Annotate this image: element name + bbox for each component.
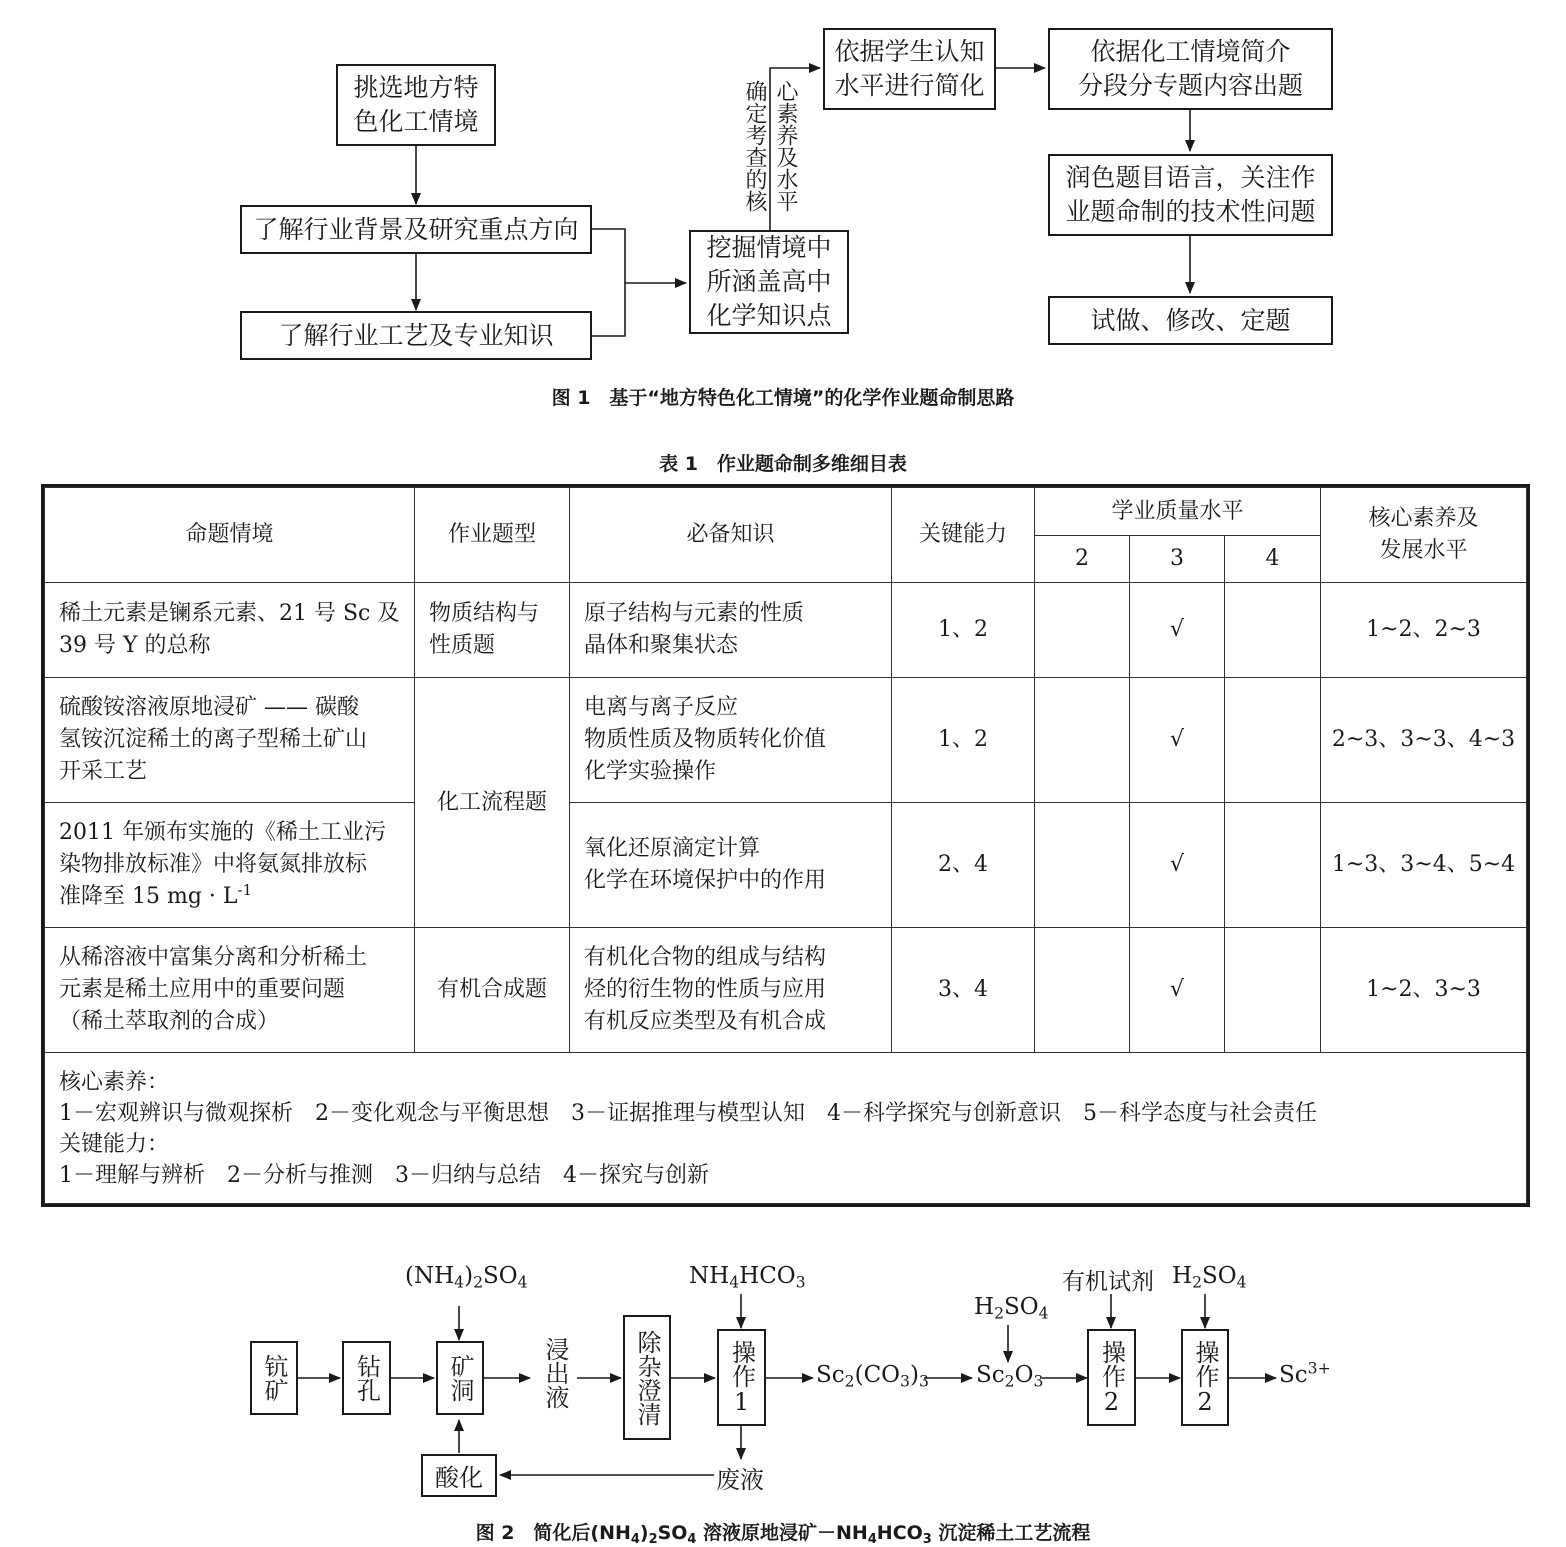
subscript: 3 [922,1531,932,1547]
cell-scenario [45,803,415,928]
header-level-4: 4 [1225,536,1321,583]
vertical-label-right: 心素养及水平 [773,80,798,212]
box-operation1 [717,1329,766,1426]
chem-sulfuric-acid-1 [974,1294,1049,1323]
box-acidify [421,1454,497,1497]
cell-level-4 [1225,928,1321,1053]
cell-level-3-check: √ [1130,678,1225,803]
cell-level-2 [1035,583,1130,678]
subscript: 2 [994,1303,1005,1323]
box-industry-background [240,205,592,254]
vertical-label-left: 确定考查的核 [742,80,767,212]
table-row [45,678,1527,803]
box-line: 依据学生认知 [834,37,985,66]
bracket-connector [592,229,625,336]
table-notes-row [45,1053,1527,1204]
superscript: -1 [237,880,253,899]
cell-line: 染物排放标准》中将氨氮排放标 [59,852,368,877]
subscript: 3 [918,1371,929,1391]
cell-question-type: 化工流程题 [415,678,570,928]
box-line: 色化工情境 [353,107,479,136]
chem-part: O [1014,1362,1034,1388]
cell-level-2 [1035,928,1130,1053]
cell-line: 物质结构与 [429,601,540,626]
chem-part: H [1172,1263,1193,1289]
chem-part: H [974,1294,995,1320]
box-text: 操作2 [1191,1339,1219,1416]
cell-line: 化学实验操作 [584,759,717,784]
header-core-literacy [1321,488,1527,583]
cell-line: 电离与离子反应 [584,695,739,720]
cell-scenario [45,583,415,678]
cell-core-literacy: 1~2、3~3 [1321,928,1527,1053]
box-text: 钪矿 [260,1354,288,1402]
cell-key-ability: 1、2 [892,583,1035,678]
chem-part: SO [483,1263,518,1289]
chem-part: (NH [405,1263,455,1289]
box-text: 试做、修改、定题 [1090,305,1291,335]
box-line: 依据化工情境简介 [1090,37,1291,66]
caption-part: ) [639,1522,649,1544]
cell-scenario [45,678,415,803]
subscript: 4 [729,1272,740,1292]
box-line: 所涵盖高中 [706,267,832,296]
box-text: 了解行业工艺及专业知识 [278,320,554,350]
chem-part: Sc [976,1362,1005,1388]
box-segment-questions [1048,28,1333,110]
box-operation2b [1181,1329,1229,1426]
cell-scenario [45,928,415,1053]
cell-core-literacy: 1~2、2~3 [1321,583,1527,678]
box-drilling [342,1341,391,1415]
header-level-3: 3 [1130,536,1225,583]
table-header-row [45,488,1527,536]
cell-line: （稀土萃取剂的合成） [59,1009,280,1034]
box-polish-language [1048,154,1333,236]
cell-level-3-check: √ [1130,928,1225,1053]
chem-part: SO [1202,1263,1237,1289]
subscript: 2 [473,1272,484,1292]
subscript: 4 [1236,1272,1247,1292]
cell-line: 39 号 Y 的总称 [59,633,211,658]
chem-part: ) [464,1263,474,1289]
subscript: 4 [454,1272,465,1292]
cell-line: 硫酸铵溶液原地浸矿 —— 碳酸 [59,695,359,720]
chem-part: (CO [854,1362,901,1388]
cell-line: 有机反应类型及有机合成 [584,1009,827,1034]
table1-caption: 表 1 作业题命制多维细目表 [659,453,907,475]
header-question-type: 作业题型 [415,488,570,583]
cell-line: 氧化还原滴定计算 [584,836,761,861]
box-text: 操作2 [1097,1339,1126,1416]
table-notes [45,1053,1527,1204]
cell-knowledge [570,678,892,803]
subscript: 2 [648,1531,658,1547]
chem-ammonium-sulfate [405,1263,528,1292]
cell-level-3-check: √ [1130,803,1225,928]
box-line: 水平进行简化 [834,71,985,100]
chem-ammonium-bicarbonate [689,1263,806,1292]
cell-line: 性质题 [429,633,496,658]
box-text: 钻孔 [352,1354,381,1402]
subscript: 3 [795,1272,806,1292]
label-organic-reagent: 有机试剂 [1062,1269,1154,1295]
cell-line: 晶体和聚集状态 [584,633,739,658]
cell-text: 准降至 15 mg · L [59,884,238,909]
chem-part: SO [1004,1294,1039,1320]
cell-key-ability: 2、4 [892,803,1035,928]
caption-part: 图 2 简化后(NH [475,1522,631,1544]
box-line: 分段分专题内容出题 [1077,71,1303,100]
caption-part: 溶液原地浸矿－NH [696,1522,868,1544]
box-line: 挑选地方特 [353,73,479,102]
cell-question-type [415,583,570,678]
chem-sulfuric-acid-2 [1172,1263,1247,1292]
cell-knowledge [570,803,892,928]
cell-line [59,881,400,913]
table-row [45,583,1527,678]
table-row [45,803,1527,928]
cell-line: 物质性质及物质转化价值 [584,727,827,752]
subscript: 4 [867,1531,877,1547]
figure1-caption: 图 1 基于“地方特色化工情境”的化学作业题命制思路 [551,387,1015,409]
header-line: 发展水平 [1379,538,1468,563]
cell-level-2 [1035,803,1130,928]
cell-level-3-check: √ [1130,583,1225,678]
box-line: 润色题目语言，关注作 [1065,163,1316,192]
subscript: 3 [1033,1371,1044,1391]
chem-part: NH [689,1263,730,1289]
chem-part: ) [909,1362,919,1388]
box-line: 化学知识点 [706,301,832,330]
box-operation2a [1087,1329,1136,1426]
cell-level-4 [1225,803,1321,928]
subscript: 4 [630,1531,640,1547]
subscript: 4 [517,1272,528,1292]
header-level-2: 2 [1035,536,1130,583]
subscript: 2 [1004,1371,1015,1391]
caption-part: SO [657,1522,688,1544]
cell-line: 稀土元素是镧系元素、21 号 Sc 及 [59,601,400,626]
box-text: 了解行业背景及研究重点方向 [253,214,579,244]
box-line: 业题命制的技术性问题 [1065,197,1316,226]
cell-core-literacy: 2~3、3~3、4~3 [1321,678,1527,803]
superscript: 3+ [1307,1358,1331,1378]
subscript: 2 [844,1371,855,1391]
box-finalize [1048,296,1333,345]
notes-ability-items: 1－理解与辨析 2－分析与推测 3－归纳与总结 4－探究与创新 [59,1163,709,1188]
label-leachate: 浸出液 [541,1337,569,1409]
cell-core-literacy: 1~3、3~4、5~4 [1321,803,1527,928]
box-industry-process [240,311,592,360]
notes-ability-title: 关键能力： [59,1132,170,1157]
box-mining [250,1341,298,1415]
cell-question-type: 有机合成题 [415,928,570,1053]
cell-level-4 [1225,678,1321,803]
notes-core-items: 1－宏观辨识与微观探析 2－变化观念与平衡思想 3－证据推理与模型认知 4－科学探究与创新意识 5－科学态度与社会责任 [59,1101,1317,1126]
header-scenario: 命题情境 [45,488,415,583]
box-text: 操作1 [727,1339,756,1416]
table1 [41,484,1530,1207]
box-text: 矿洞 [446,1354,474,1402]
chem-part: Sc [1279,1362,1308,1388]
cell-level-4 [1225,583,1321,678]
header-knowledge: 必备知识 [570,488,892,583]
cell-line: 开采工艺 [59,759,148,784]
subscript: 3 [900,1371,910,1391]
header-key-ability: 关键能力 [892,488,1035,583]
caption-part: HCO [876,1522,923,1544]
cell-line: 2011 年颁布实施的《稀土工业污 [59,820,386,845]
cell-line: 有机化合物的组成与结构 [584,945,827,970]
cell-level-2 [1035,678,1130,803]
box-simplify [823,28,996,110]
cell-line: 原子结构与元素的性质 [584,601,805,626]
box-line: 挖掘情境中 [706,233,832,262]
caption-part: 沉淀稀土工艺流程 [931,1522,1091,1544]
box-mine-tunnel [436,1341,484,1415]
cell-line: 从稀溶液中富集分离和分析稀土 [59,945,368,970]
chem-scandium-carbonate [816,1362,929,1391]
label-waste: 废液 [716,1466,764,1494]
subscript: 4 [687,1531,697,1547]
cell-knowledge [570,928,892,1053]
box-text: 除杂澄清 [633,1329,661,1426]
subscript: 2 [1192,1272,1203,1292]
cell-key-ability: 3、4 [892,928,1035,1053]
header-line: 核心素养及 [1368,506,1479,531]
notes-core-title: 核心素养： [59,1070,170,1095]
cell-line: 元素是稀土应用中的重要问题 [59,977,346,1002]
header-quality-level: 学业质量水平 [1035,488,1321,536]
chem-part: Sc [816,1362,845,1388]
cell-line: 化学在环境保护中的作用 [584,868,827,893]
cell-line: 烃的衍生物的性质与应用 [584,977,827,1002]
table-row [45,928,1527,1053]
box-impurity-removal [623,1315,671,1440]
chem-scandium-ion [1279,1358,1331,1388]
box-mine-knowledge [689,230,849,334]
box-select-scene [336,64,496,146]
chem-part: HCO [739,1263,796,1289]
cell-key-ability: 1、2 [892,678,1035,803]
chem-scandium-oxide [976,1362,1044,1391]
subscript: 4 [1038,1303,1049,1323]
cell-line: 氢铵沉淀稀土的离子型稀土矿山 [59,727,368,752]
box-text: 酸化 [435,1464,483,1492]
cell-knowledge [570,583,892,678]
figure2-caption [0,1518,1566,1545]
